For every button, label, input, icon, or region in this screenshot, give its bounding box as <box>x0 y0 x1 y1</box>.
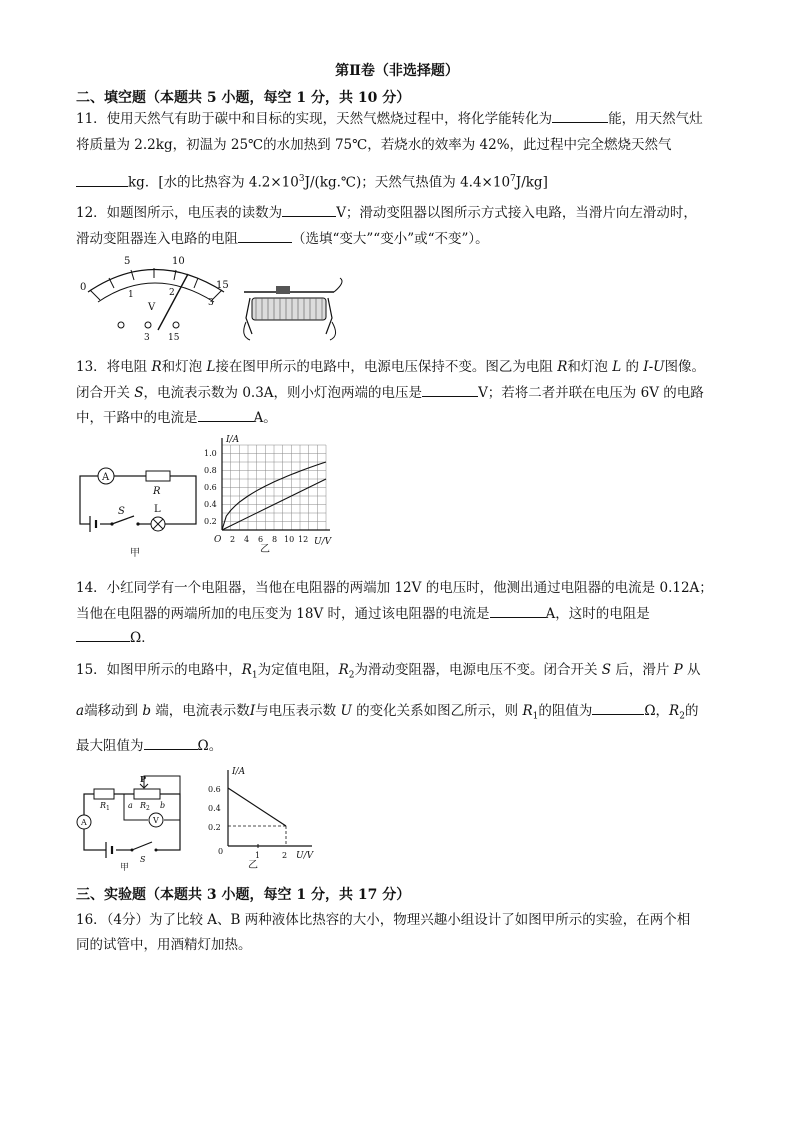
svg-text:R: R <box>100 801 107 810</box>
y-tick: 1.0 <box>204 449 217 458</box>
svg-text:R: R <box>153 486 161 497</box>
resistor-symbol <box>146 471 170 481</box>
q14-line2: 当他在电阻器的两端所加的电压变为 18V 时，通过该电阻器的电流是 A，这时的电阻是 <box>76 603 650 624</box>
iu-line <box>228 788 286 826</box>
svg-text:b: b <box>160 801 166 810</box>
answer-blank[interactable] <box>76 172 128 187</box>
answer-blank[interactable] <box>422 382 478 397</box>
scale-label: 2 <box>169 288 175 298</box>
y-tick: 0.8 <box>204 466 217 475</box>
svg-text:R: R <box>140 801 147 810</box>
y-tick: 0.6 <box>208 785 221 794</box>
terminal-label: 15 <box>168 333 180 343</box>
svg-text:1: 1 <box>106 805 110 812</box>
q13-iu-graph <box>198 434 346 555</box>
answer-blank[interactable] <box>592 700 644 715</box>
voltmeter-dial-figure <box>76 252 236 344</box>
x-axis-label: U/V <box>296 851 314 861</box>
q13-circuit-diagram <box>76 458 206 562</box>
x-tick: 10 <box>284 535 295 544</box>
y-axis-label: I/A <box>232 767 246 777</box>
q13-line1: 13．将电阻 R和灯泡 L接在图甲所示的电路中，电源电压保持不变。图乙为电阻 R和灯泡 L 的 I-U图像。 <box>76 359 706 375</box>
q11-line2: 将质量为 2.2kg，初温为 25℃的水加热到 75℃，若烧水的效率为 42%，此过程中完全燃烧天然气 <box>76 137 672 153</box>
scale-label: 1 <box>128 290 134 300</box>
svg-text:P: P <box>140 774 147 784</box>
q15-line3: 最大阻值为 Ω。 <box>76 735 222 756</box>
q15-line2: a端移动到 b 端，电流表示数I与电压表示数 U 的变化关系如图乙所示，则 $R_1$的阻值为 Ω，$R_2$的 <box>76 700 698 727</box>
svg-text:甲: 甲 <box>120 863 130 873</box>
q14-line1: 14．小红同学有一个电阻器，当他在电阻器的两端加 12V 的电压时，他测出通过电阻器的电流是 0.12A； <box>76 580 713 596</box>
origin-label: O <box>214 535 222 545</box>
q14-line3: Ω． <box>76 627 155 648</box>
svg-text:A: A <box>81 818 87 827</box>
scale-label: 0 <box>80 282 87 293</box>
q12-line2: 滑动变阻器连入电路的电阻 （选填“变大”“变小”或“不变”）。 <box>76 228 489 249</box>
x-tick: 1 <box>255 851 261 860</box>
q11-line1: 11．使用天然气有助于碳中和目标的实现，天然气燃烧过程中，将化学能转化为 能，用天然气灶 <box>76 108 703 129</box>
scale-label: 3 <box>208 298 214 308</box>
y-tick: 0.4 <box>204 500 217 509</box>
x-axis-label: U/V <box>314 537 332 547</box>
svg-text:L: L <box>154 504 161 515</box>
y-tick: 0.2 <box>208 823 221 832</box>
terminal-label: 3 <box>144 333 150 343</box>
section-heading-fill-blank: 二、填空题（本题共 5 小题，每空 1 分，共 10 分） <box>76 90 411 106</box>
y-tick: 0.6 <box>204 483 217 492</box>
y-tick: 0.4 <box>208 804 221 813</box>
svg-text:S: S <box>140 855 146 864</box>
fixed-resistor-symbol <box>94 789 114 799</box>
answer-blank[interactable] <box>552 108 608 123</box>
rheostat-symbol <box>134 789 160 799</box>
q13-line2: 闭合开关 S，电流表示数为 0.3A，则小灯泡两端的电压是 V；若将二者并联在电压为 6V 的电路 <box>76 382 704 403</box>
q15-line1: 15．如图甲所示的电路中，$R_1$为定值电阻，$R_2$为滑动变阻器，电源电压不变。闭合开关 S 后，滑片 P 从 <box>76 662 701 681</box>
answer-blank[interactable] <box>238 228 292 243</box>
scale-label: 5 <box>124 256 131 267</box>
x-tick: 2 <box>230 535 236 544</box>
answer-blank[interactable] <box>282 202 336 217</box>
origin-label: 0 <box>218 847 224 856</box>
q16-line2: 同的试管中，用酒精灯加热。 <box>76 937 252 953</box>
x-tick: 2 <box>282 851 288 860</box>
x-tick: 6 <box>258 535 264 544</box>
q15-iu-graph <box>200 764 326 874</box>
y-axis-label: I/A <box>226 435 240 445</box>
x-tick: 8 <box>272 535 278 544</box>
q11-line3: kg．[水的比热容为 $4.2\times 10^3J/(kg.℃)$；天然气热值为 $4.4\times 10^7J/kg$] <box>76 169 548 193</box>
q12-line1: 12．如题图所示，电压表的读数为 V；滑动变阻器以图所示方式接入电路，当滑片向左滑动时， <box>76 202 697 223</box>
svg-text:2: 2 <box>146 805 150 812</box>
answer-blank[interactable] <box>490 603 546 618</box>
answer-blank[interactable] <box>198 407 254 422</box>
q13-line3: 中，干路中的电流是 A。 <box>76 407 277 428</box>
section-heading-experiment: 三、实验题（本题共 3 小题，每空 1 分，共 17 分） <box>76 887 411 903</box>
svg-text:V: V <box>153 816 159 825</box>
q15-circuit-diagram <box>76 774 188 874</box>
unit-label: V <box>148 302 156 313</box>
svg-text:S: S <box>118 506 125 517</box>
svg-text:甲: 甲 <box>130 548 140 559</box>
slide-rheostat-figure <box>242 278 342 346</box>
svg-text:a: a <box>128 801 133 810</box>
answer-blank[interactable] <box>76 627 130 642</box>
figure-caption: 乙 <box>248 860 258 871</box>
q16-line1: 16．（4分）为了比较 A、B 两种液体比热容的大小，物理兴趣小组设计了如图甲所示的实验，在两个相 <box>76 912 691 928</box>
x-tick: 4 <box>244 535 250 544</box>
svg-text:A: A <box>102 472 110 483</box>
paper-title: 第Ⅱ卷（非选择题） <box>335 63 459 79</box>
scale-label: 10 <box>172 256 185 267</box>
x-tick: 12 <box>298 535 309 544</box>
y-tick: 0.2 <box>204 517 217 526</box>
scale-label: 15 <box>216 280 229 291</box>
answer-blank[interactable] <box>144 735 198 750</box>
figure-caption: 乙 <box>260 544 270 555</box>
